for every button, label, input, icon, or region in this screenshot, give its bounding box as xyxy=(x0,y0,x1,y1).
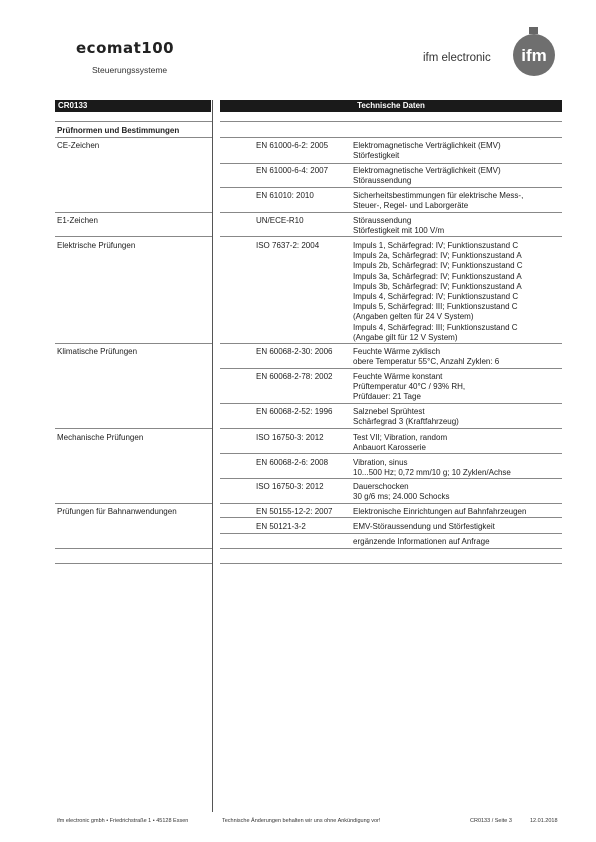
right-divider xyxy=(220,212,562,213)
right-divider xyxy=(220,368,562,369)
ecomat-logo-text: ecomat100 xyxy=(76,40,175,56)
category-electrical: Elektrische Prüfungen xyxy=(57,241,136,250)
left-divider xyxy=(55,343,212,344)
standard-description: Impuls 1, Schärfegrad: IV; Funktionszustand C Impuls 2a, Schärfegrad: IV; Funktionszustand A Impuls 2b, Schärfegrad: IV; Funktionszustand C Impuls 3a, Schärfegrad: IV; Funktionszustand A Impuls 3b, Schärfegrad: IV; Funktionszustand A Impuls 4, Schärfegrad: IV; Funktionszustand C Impuls 5, Schärfegrad: III; Funktionszustand C (Angaben gelten für 24 V System) Impuls 4, Schärfegrad: III; Funktionszustand C (Angabe gilt für 12 V System) xyxy=(353,241,523,342)
standard-description: Elektronische Einrichtungen auf Bahnfahrzeugen xyxy=(353,507,527,516)
ifm-logo-text: ifm xyxy=(521,46,547,65)
category-climatic: Klimatische Prüfungen xyxy=(57,347,138,356)
category-mechanical: Mechanische Prüfungen xyxy=(57,433,144,442)
left-divider xyxy=(55,121,212,122)
right-divider xyxy=(220,187,562,188)
left-divider xyxy=(55,548,212,549)
standard-description: Test VII; Vibration, random Anbauort Karosserie xyxy=(353,433,448,453)
standard-code: EN 50155-12-2: 2007 xyxy=(256,507,333,516)
left-divider xyxy=(55,212,212,213)
standard-code: EN 50121-3-2 xyxy=(256,522,306,531)
category-e1: E1-Zeichen xyxy=(57,216,98,225)
left-divider xyxy=(55,563,212,564)
standard-description: Feuchte Wärme zyklisch obere Temperatur 55°C, Anzahl Zyklen: 6 xyxy=(353,347,500,367)
standard-description: ergänzende Informationen auf Anfrage xyxy=(353,537,490,546)
standard-code: ISO 16750-3: 2012 xyxy=(256,433,324,442)
standard-description: Salznebel Sprühtest Schärfegrad 3 (Kraftfahrzeug) xyxy=(353,407,459,427)
ifm-logo xyxy=(511,27,557,77)
product-code-header: CR0133 xyxy=(55,100,211,112)
left-divider xyxy=(55,137,212,138)
brand-subtitle: Steuerungssysteme xyxy=(92,65,168,75)
right-divider xyxy=(220,548,562,549)
footer-date: 12.01.2018 xyxy=(530,818,558,824)
right-divider xyxy=(220,563,562,564)
standard-code: EN 60068-2-52: 1996 xyxy=(256,407,333,416)
standard-description: Dauerschocken 30 g/6 ms; 24.000 Schocks xyxy=(353,482,450,502)
standard-code: EN 60068-2-6: 2008 xyxy=(256,458,329,467)
standard-description: Elektromagnetische Verträglichkeit (EMV) Störaussendung xyxy=(353,166,501,186)
right-divider xyxy=(220,533,562,534)
standard-code: UN/ECE-R10 xyxy=(256,216,304,225)
right-divider xyxy=(220,403,562,404)
standard-description: Elektromagnetische Verträglichkeit (EMV) Störfestigkeit xyxy=(353,141,501,161)
technical-data-header: Technische Daten xyxy=(220,100,562,112)
standard-code: EN 61010: 2010 xyxy=(256,191,314,200)
standard-code: EN 61000-6-4: 2007 xyxy=(256,166,329,175)
footer-page: CR0133 / Seite 3 xyxy=(470,818,512,824)
standard-description: Feuchte Wärme konstant Prüftemperatur 40°C / 93% RH, Prüfdauer: 21 Tage xyxy=(353,372,466,402)
standard-description: Vibration, sinus 10...500 Hz; 0,72 mm/10 g; 10 Zyklen/Achse xyxy=(353,458,511,478)
left-divider xyxy=(55,428,212,429)
left-divider xyxy=(55,236,212,237)
footer-company: ifm electronic gmbh • Friedrichstraße 1 • 45128 Essen xyxy=(57,818,189,824)
standard-code: EN 60068-2-30: 2006 xyxy=(256,347,333,356)
ecomat-logo xyxy=(76,40,196,56)
right-divider xyxy=(220,503,562,504)
right-divider xyxy=(220,343,562,344)
right-divider xyxy=(220,163,562,164)
ifm-company-name: ifm electronic xyxy=(423,52,491,64)
right-divider xyxy=(220,121,562,122)
standard-description: Störaussendung Störfestigkeit mit 100 V/m xyxy=(353,216,445,236)
standard-code: ISO 16750-3: 2012 xyxy=(256,482,324,491)
standard-code: EN 60068-2-78: 2002 xyxy=(256,372,333,381)
standard-code: EN 61000-6-2: 2005 xyxy=(256,141,329,150)
category-ce: CE-Zeichen xyxy=(57,141,100,150)
section-title: Prüfnormen und Bestimmungen xyxy=(57,126,180,135)
right-divider xyxy=(220,428,562,429)
column-divider xyxy=(212,100,213,812)
standard-code: ISO 7637-2: 2004 xyxy=(256,241,320,250)
footer-notice: Technische Änderungen behalten wir uns ohne Ankündigung vor! xyxy=(222,818,381,824)
right-divider xyxy=(220,137,562,138)
category-railway: Prüfungen für Bahnanwendungen xyxy=(57,507,177,516)
left-divider xyxy=(55,503,212,504)
standard-description: EMV-Störaussendung und Störfestigkeit xyxy=(353,522,495,531)
standard-description: Sicherheitsbestimmungen für elektrische Mess-, Steuer-, Regel- und Laborgeräte xyxy=(353,191,524,211)
